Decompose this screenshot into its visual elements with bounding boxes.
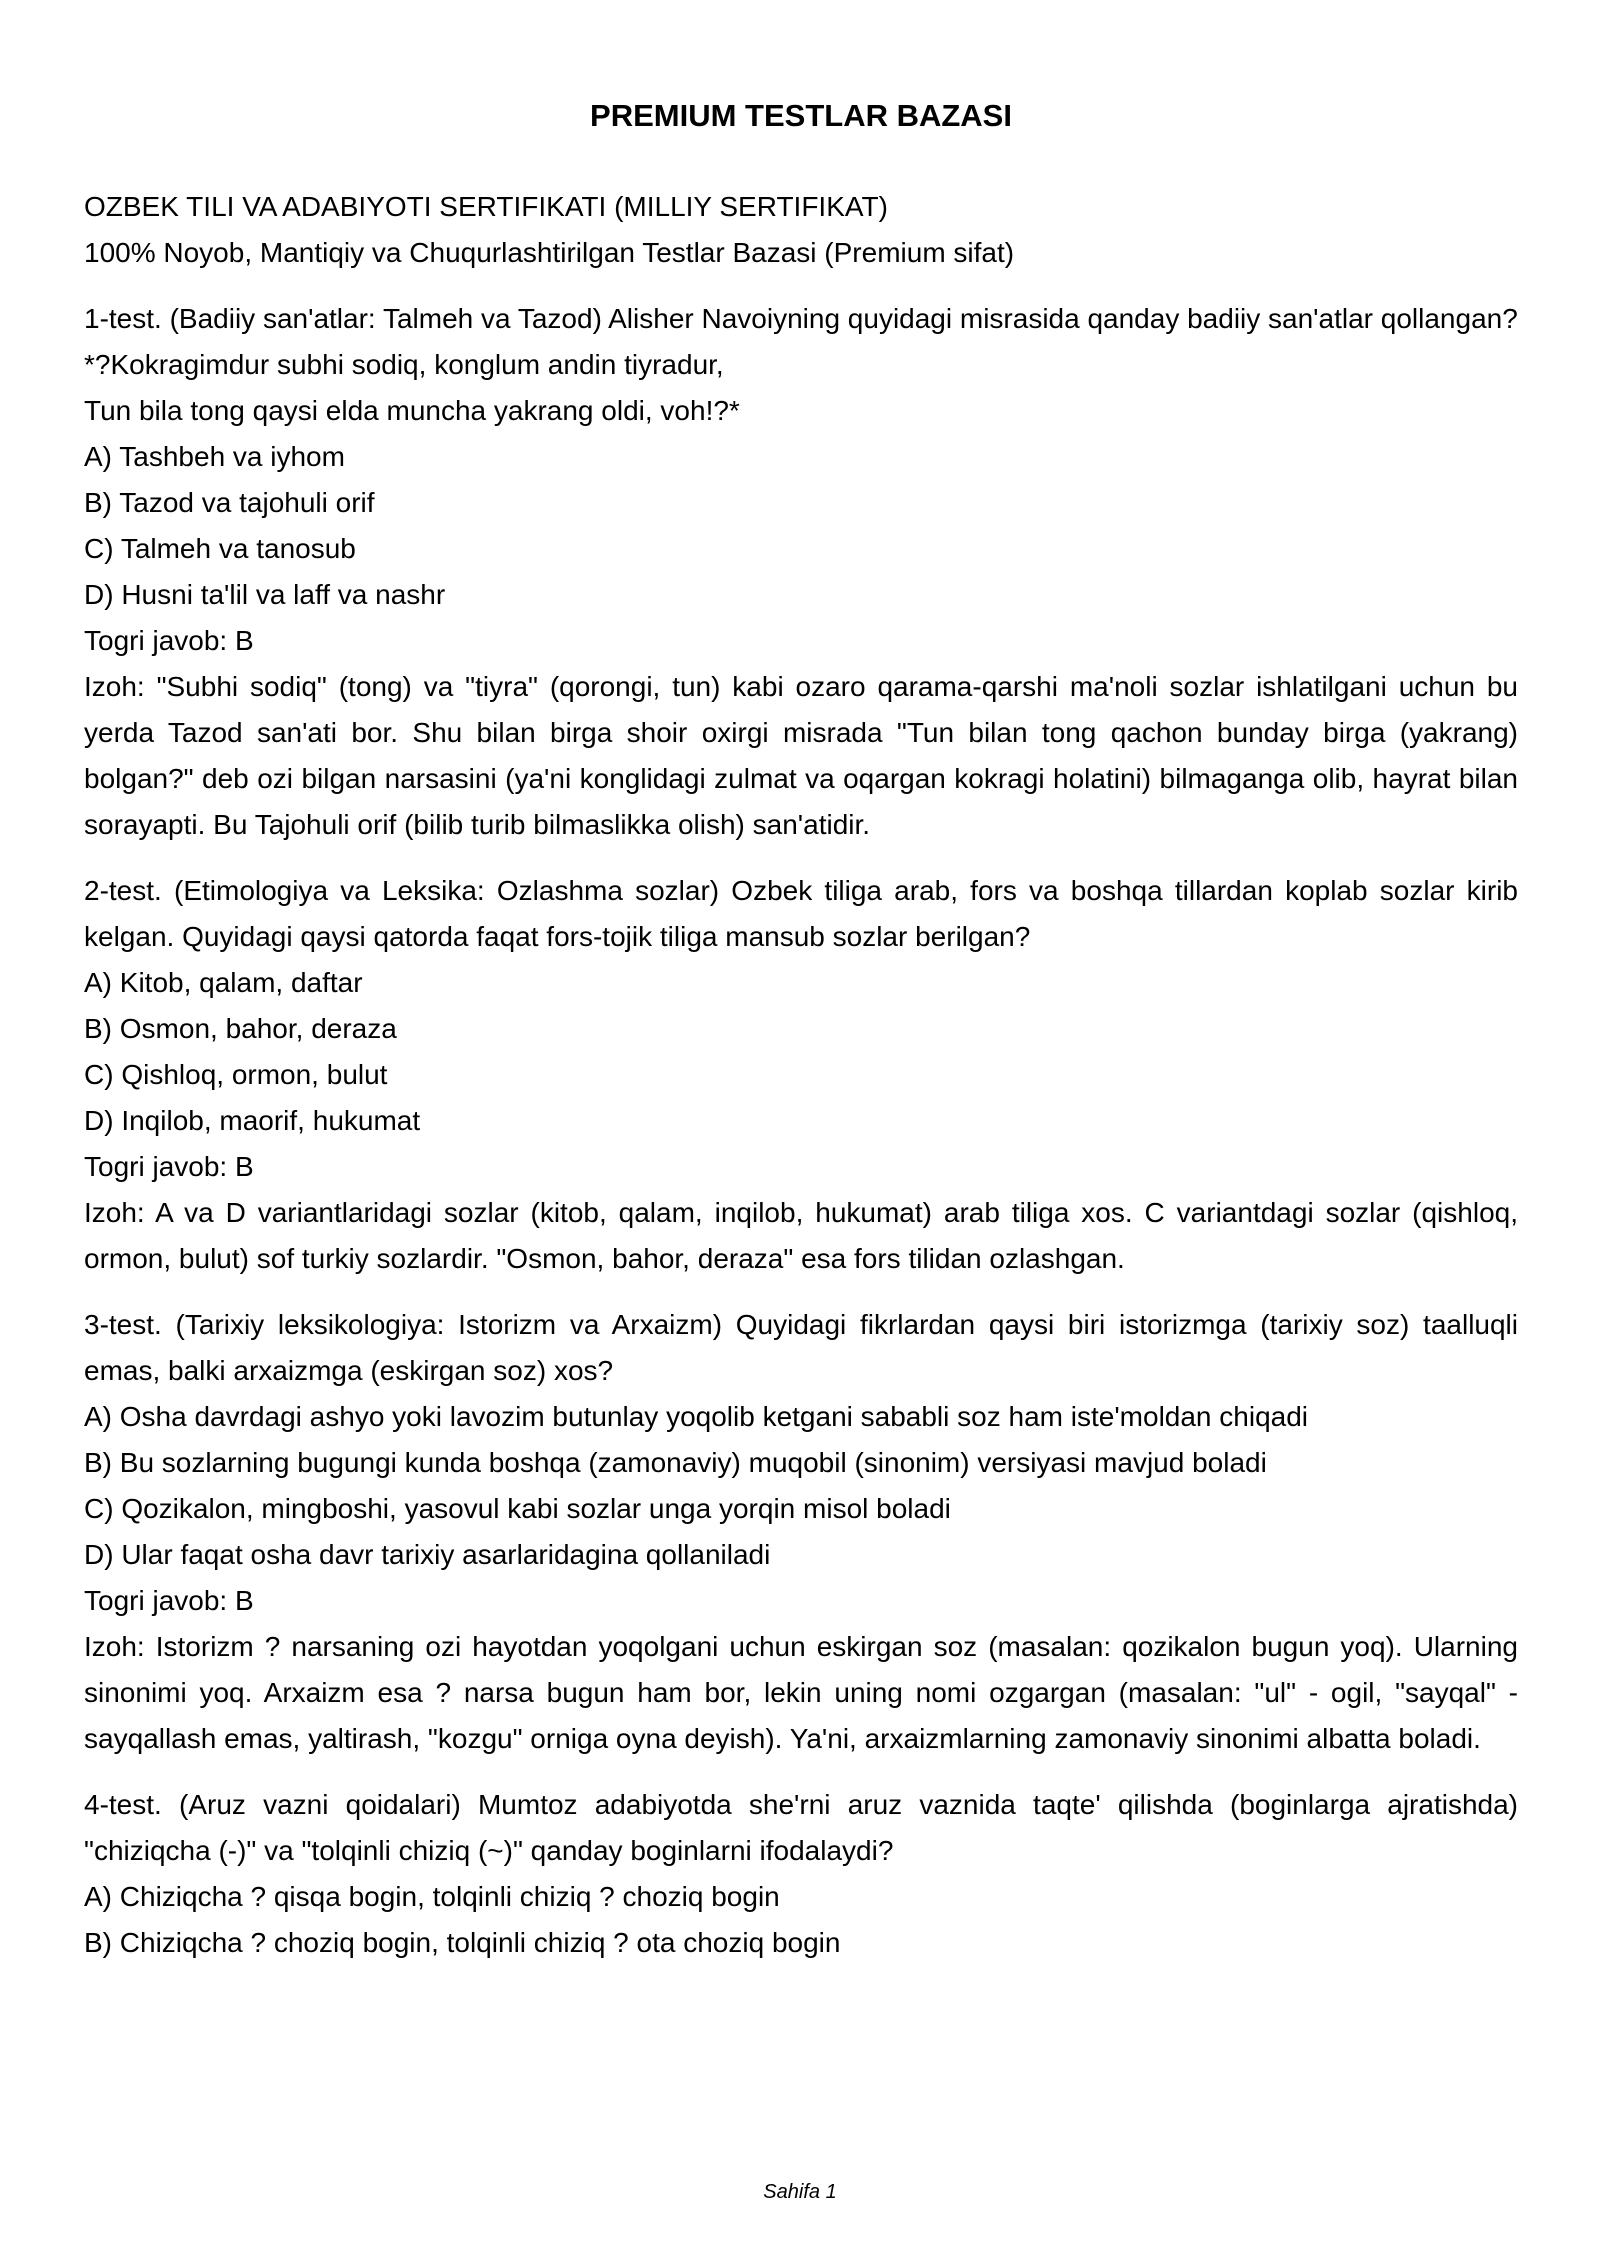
test-question: 1-test. (Badiiy san'atlar: Talmeh va Tazod) Alisher Navoiyning quyidagi misrasida qanday badiiy san'atlar qollangan? <box>84 303 1518 334</box>
test-question: 3-test. (Tarixiy leksikologiya: Istorizm va Arxaizm) Quyidagi fikrlardan qaysi biri istorizmga (tarixiy soz) taalluqli emas, balki arxaizmga (eskirgan soz) xos? <box>84 1309 1518 1386</box>
answer-option: B) Osmon, bahor, deraza <box>84 1013 397 1044</box>
explanation: Izoh: A va D variantlaridagi sozlar (kitob, qalam, inqilob, hukumat) arab tiliga xos. C variantdagi sozlar (qishloq, ormon, bulut) sof turkiy sozlardir. "Osmon, bahor, deraza" esa fors tilidan ozlashgan. <box>84 1197 1518 1274</box>
document-tagline: 100% Noyob, Mantiqiy va Chuqurlashtirilgan Testlar Bazasi (Premium sifat) <box>84 237 1015 268</box>
test-block-2 <box>84 868 1518 1282</box>
answer-option: A) Tashbeh va iyhom <box>84 441 345 472</box>
answer-option: B) Tazod va tajohuli orif <box>84 487 375 518</box>
document-intro <box>84 184 1518 276</box>
test-block-3 <box>84 1302 1518 1762</box>
explanation: Izoh: Istorizm ? narsaning ozi hayotdan yoqolgani uchun eskirgan soz (masalan: qozikalon bugun yoq). Ularning sinonimi yoq. Arxaizm esa ? narsa bugun ham bor, lekin uning nomi ozgargan (masalan: "ul" - ogil, "sayqal" - sayqallash emas, yaltirash, "kozgu" orniga oyna deyish). Ya'ni, arxaizmlarning zamonaviy sinonimi albatta boladi. <box>84 1631 1518 1754</box>
answer-option: A) Chiziqcha ? qisqa bogin, tolqinli chiziq ? choziq bogin <box>84 1881 780 1912</box>
answer-option: C) Talmeh va tanosub <box>84 533 356 564</box>
answer-option: D) Inqilob, maorif, hukumat <box>84 1105 421 1136</box>
answer-option: A) Kitob, qalam, daftar <box>84 967 363 998</box>
answer-option: D) Ular faqat osha davr tarixiy asarlaridagina qollaniladi <box>84 1539 771 1570</box>
test-block-1 <box>84 296 1518 848</box>
document-title: PREMIUM TESTLAR BAZASI <box>590 98 1012 133</box>
correct-answer: Togri javob: B <box>84 1151 254 1182</box>
answer-option: C) Qishloq, ormon, bulut <box>84 1059 388 1090</box>
document-subtitle: OZBEK TILI VA ADABIYOTI SERTIFIKATI (MILLIY SERTIFIKAT) <box>84 191 888 222</box>
test-question: 4-test. (Aruz vazni qoidalari) Mumtoz adabiyotda she'rni aruz vaznida taqte' qilishda (boginlarga ajratishda) "chiziqcha (-)" va "tolqinli chiziq (~)" qanday boginlarni ifodalaydi? <box>84 1789 1518 1866</box>
answer-option: A) Osha davrdagi ashyo yoki lavozim butunlay yoqolib ketgani sababli soz ham iste'moldan chiqadi <box>84 1401 1309 1432</box>
answer-option: C) Qozikalon, mingboshi, yasovul kabi sozlar unga yorqin misol boladi <box>84 1493 951 1524</box>
correct-answer: Togri javob: B <box>84 625 254 656</box>
test-question: 2-test. (Etimologiya va Leksika: Ozlashma sozlar) Ozbek tiliga arab, fors va boshqa tillardan koplab sozlar kirib kelgan. Quyidagi qaysi qatorda faqat fors-tojik tiliga mansub sozlar berilgan? <box>84 875 1518 952</box>
explanation: Izoh: "Subhi sodiq" (tong) va "tiyra" (qorongi, tun) kabi ozaro qarama-qarshi ma'noli sozlar ishlatilgani uchun bu yerda Tazod san'ati bor. Shu bilan birga shoir oxirgi misrada "Tun bilan tong qachon bunday birga (yakrang) bolgan?" deb ozi bilgan narsasini (ya'ni konglidagi zulmat va oqargan kokragi holatini) bilmaganga olib, hayrat bilan sorayapti. Bu Tajohuli orif (bilib turib bilmaslikka olish) san'atidir. <box>84 671 1518 840</box>
answer-option: D) Husni ta'lil va laff va nashr <box>84 579 446 610</box>
answer-option: B) Bu sozlarning bugungi kunda boshqa (zamonaviy) muqobil (sinonim) versiyasi mavjud boladi <box>84 1447 1267 1478</box>
answer-option: B) Chiziqcha ? choziq bogin, tolqinli chiziq ? ota choziq bogin <box>84 1927 841 1958</box>
verse-line: Tun bila tong qaysi elda muncha yakrang oldi, voh!?* <box>84 395 740 426</box>
test-block-4 <box>84 1782 1518 1966</box>
verse-line: *?Kokragimdur subhi sodiq, konglum andin tiyradur, <box>84 349 724 380</box>
page-number: Sahifa 1 <box>763 2181 837 2203</box>
correct-answer: Togri javob: B <box>84 1585 254 1616</box>
document-page <box>84 96 1518 1986</box>
